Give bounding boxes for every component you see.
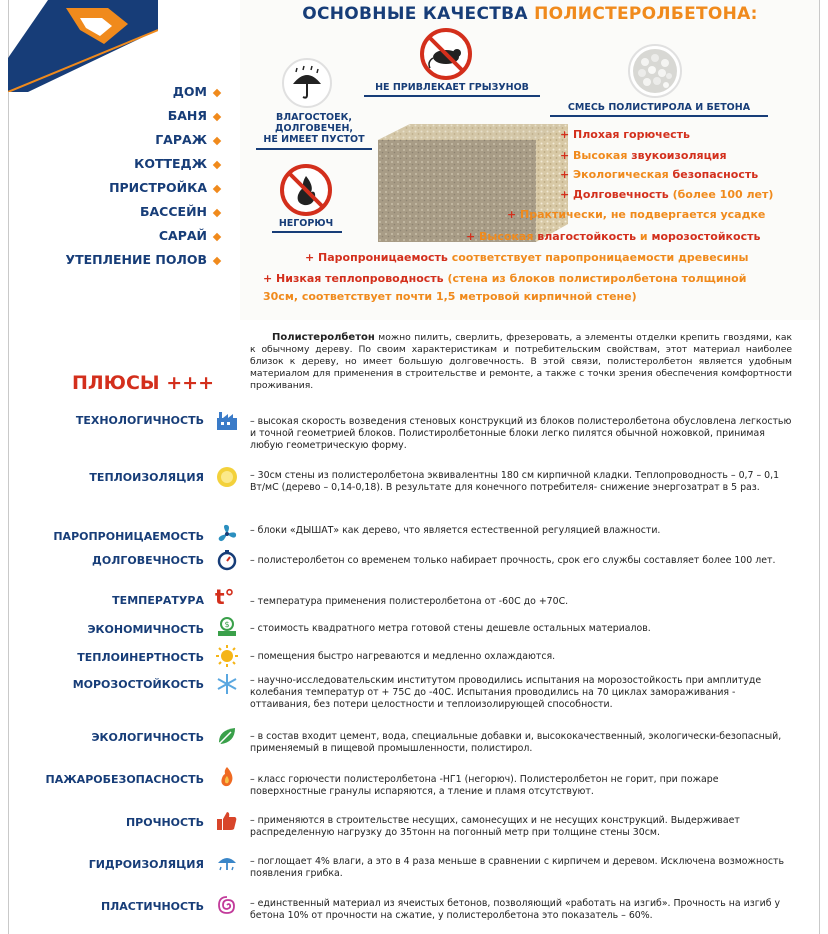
advantage-label: ТЕПЛОИНЕРТНОСТЬ bbox=[77, 651, 204, 664]
use-item: УТЕПЛЕНИЕ ПОЛОВ bbox=[65, 252, 220, 267]
advantage-label: ДОЛГОВЕЧНОСТЬ bbox=[92, 554, 204, 567]
feature-line: + Практически, не подвергается усадке bbox=[507, 208, 766, 221]
thumbs-up-icon bbox=[215, 809, 239, 833]
svg-text:$: $ bbox=[224, 620, 230, 629]
use-item: БАССЕЙН bbox=[140, 204, 220, 219]
advantage-text: – температура применения полистеролбетона от -60С до +70С. bbox=[250, 596, 569, 607]
advantage-text: – класс горючести полистеролбетона -НГ1 (негорюч). Полистеролбетон не горит, при пожаре поверхностные гранулы испаряются, а тление и пламя отсутствуют. bbox=[250, 774, 719, 798]
advantage-label: ЭКОНОМИЧНОСТЬ bbox=[87, 623, 204, 636]
advantage-label: ПРОЧНОСТЬ bbox=[125, 816, 204, 829]
polystyrene-beads-icon bbox=[628, 44, 682, 98]
left-edge-line bbox=[8, 0, 9, 934]
moisture-caption: ВЛАГОСТОЕК, ДОЛГОВЕЧЕН, НЕ ИМЕЕТ ПУСТОТ bbox=[263, 112, 365, 145]
use-item: ГАРАЖ bbox=[155, 132, 220, 147]
advantage-text: – блоки «ДЫШАТ» как дерево, что является естественной регуляцией влажности. bbox=[250, 525, 661, 536]
feature-line: + Высокая звукоизоляция bbox=[560, 149, 727, 162]
thermo-icon bbox=[215, 465, 239, 489]
advantage-label: ПАРОПРОНИЦАЕМОСТЬ bbox=[53, 530, 204, 543]
advantage-text: – высокая скорость возведения стеновых конструкций из блоков полистеролбетона обусловлена легкостью и точной геометрией блоков. Полистиролбетонные блоки легко пилятся обычной ножовкой, принимая любую геометрическую форму. bbox=[250, 416, 792, 452]
advantage-text: – стоимость квадратного метра готовой стены дешевле остальных материалов. bbox=[250, 623, 651, 634]
sun-icon bbox=[215, 644, 239, 668]
use-item: БАНЯ bbox=[168, 108, 220, 123]
feature-line: + Высокая влагостойкость и морозостойкость bbox=[466, 230, 761, 243]
advantage-text: – 30см стены из полистеролбетона эквивалентны 180 см кирпичной кладки. Теплопроводность – 0,7 – 0,1 Вт/мС (дерево – 0,14-0,18). В результате для конечного потребителя- снижение энергозатрат в 5 раз. bbox=[250, 470, 780, 494]
feature-line: + Плохая горючесть bbox=[560, 128, 691, 141]
advantage-label: ТЕХНОЛОГИЧНОСТЬ bbox=[75, 414, 204, 427]
feature-line: + Экологическая безопасность bbox=[560, 168, 759, 181]
feature-line: + Долговечность (более 100 лет) bbox=[560, 188, 774, 201]
intro-paragraph bbox=[250, 332, 792, 392]
advantage-label: ЭКОЛОГИЧНОСТЬ bbox=[91, 731, 204, 744]
advantage-label: ТЕМПЕРАТУРА bbox=[112, 594, 204, 607]
no-rodents-icon bbox=[420, 28, 472, 80]
intro-text: можно пилить, сверлить, фрезеровать, а элементы отделки крепить гвоздями, как к обычному дереву. По своим характеристикам и потребительским свойствам, этот материал наиболее близок к дереву, но имеет большую долговечность. В этой связи, полистеролбетон является удобным материалом для применения в строительстве и ремонте, а также с точки зрения обеспечения комфортности проживания. bbox=[250, 332, 792, 391]
intro-bold: Полистеролбетон bbox=[272, 332, 375, 343]
feature-line: + Паропроницаемость соответствует паропроницаемости древесины bbox=[305, 251, 749, 264]
feature-line: + Низкая теплопроводность (стена из блоков полистиролбетона толщиной bbox=[263, 272, 747, 285]
rodents-caption: НЕ ПРИВЛЕКАЕТ ГРЫЗУНОВ bbox=[375, 82, 529, 93]
leaf-icon bbox=[215, 724, 239, 748]
advantage-text: – полистеролбетон со временем только набирает прочность, срок его службы составляет более 100 лет. bbox=[250, 555, 776, 566]
rodents-caption-underline bbox=[364, 95, 540, 97]
advantage-text: – в состав входит цемент, вода, специальные добавки и, высококачественный, экологически-безопасный, применяемый в пищевой промышленности, полистирол. bbox=[250, 731, 782, 755]
fan-icon bbox=[215, 522, 239, 546]
feature-line: 30см, соответствует почти 1,5 метровой кирпичной стене) bbox=[263, 290, 637, 303]
mix-caption: СМЕСЬ ПОЛИСТИРОЛА И БЕТОНА bbox=[567, 102, 751, 113]
money-icon bbox=[215, 615, 239, 639]
snowflake-icon bbox=[215, 672, 239, 696]
flame-icon bbox=[215, 765, 239, 789]
use-item: КОТТЕДЖ bbox=[134, 156, 220, 171]
advantage-text: – научно-исследовательским институтом проводились испытания на морозостойкость при амплитуде колебания температур от + 75С до -40С. Испытания проводились на 70 циклах замораживания - оттаивания, без потери целостности и теплоизолирующей способности. bbox=[250, 675, 762, 711]
company-logo-icon bbox=[8, 0, 158, 92]
factory-icon bbox=[215, 408, 239, 432]
use-item: ПРИСТРОЙКА bbox=[109, 180, 220, 195]
advantage-label: ГИДРОИЗОЛЯЦИЯ bbox=[88, 858, 204, 871]
advantage-text: – поглощает 4% влаги, а это в 4 раза меньше в сравнении с кирпичем и деревом. Исключена возможность появления грибка. bbox=[250, 856, 784, 880]
page-title bbox=[240, 4, 820, 24]
advantage-label: ПЛАСТИЧНОСТЬ bbox=[100, 900, 204, 913]
fire-caption: НЕГОРЮЧ bbox=[278, 218, 334, 229]
advantage-label: ПАЖАРОБЕЗОПАСНОСТЬ bbox=[45, 773, 204, 786]
umbrella-rain-icon bbox=[215, 851, 239, 875]
advantage-label: ТЕПЛОИЗОЛЯЦИЯ bbox=[89, 471, 204, 484]
title-part-2: ПОЛИСТЕРОЛБЕТОНА: bbox=[534, 4, 758, 24]
advantage-text: – единственный материал из ячеистых бетонов, позволяющий «работать на изгиб». Прочность на изгиб у бетона 10% от прочности на сжатие, у полистеролбетона это показатель – 60%. bbox=[250, 898, 781, 922]
advantage-text: – применяются в строительстве несущих, самонесущих и не несущих конструкций. Выдерживает распределенную нагрузку до 35тонн на погонный метр при толщине стены 30см. bbox=[250, 815, 740, 839]
umbrella-icon bbox=[282, 58, 332, 108]
advantage-label: МОРОЗОСТОЙКОСТЬ bbox=[72, 678, 204, 691]
no-fire-icon bbox=[280, 164, 332, 216]
fire-caption-underline bbox=[272, 231, 342, 233]
title-part-1: ОСНОВНЫЕ КАЧЕСТВА bbox=[302, 4, 528, 24]
use-item: САРАЙ bbox=[159, 228, 220, 243]
temperature-icon: t° bbox=[215, 585, 235, 609]
moisture-caption-underline bbox=[256, 148, 372, 150]
right-edge-line bbox=[819, 0, 820, 934]
plus-title: ПЛЮСЫ +++ bbox=[72, 372, 214, 394]
advantage-text: – помещения быстро нагреваются и медленно охлаждаются. bbox=[250, 651, 556, 662]
timer-icon bbox=[215, 548, 239, 572]
spiral-icon bbox=[215, 893, 239, 917]
use-item: ДОМ bbox=[173, 84, 220, 99]
mix-caption-underline bbox=[550, 115, 768, 117]
